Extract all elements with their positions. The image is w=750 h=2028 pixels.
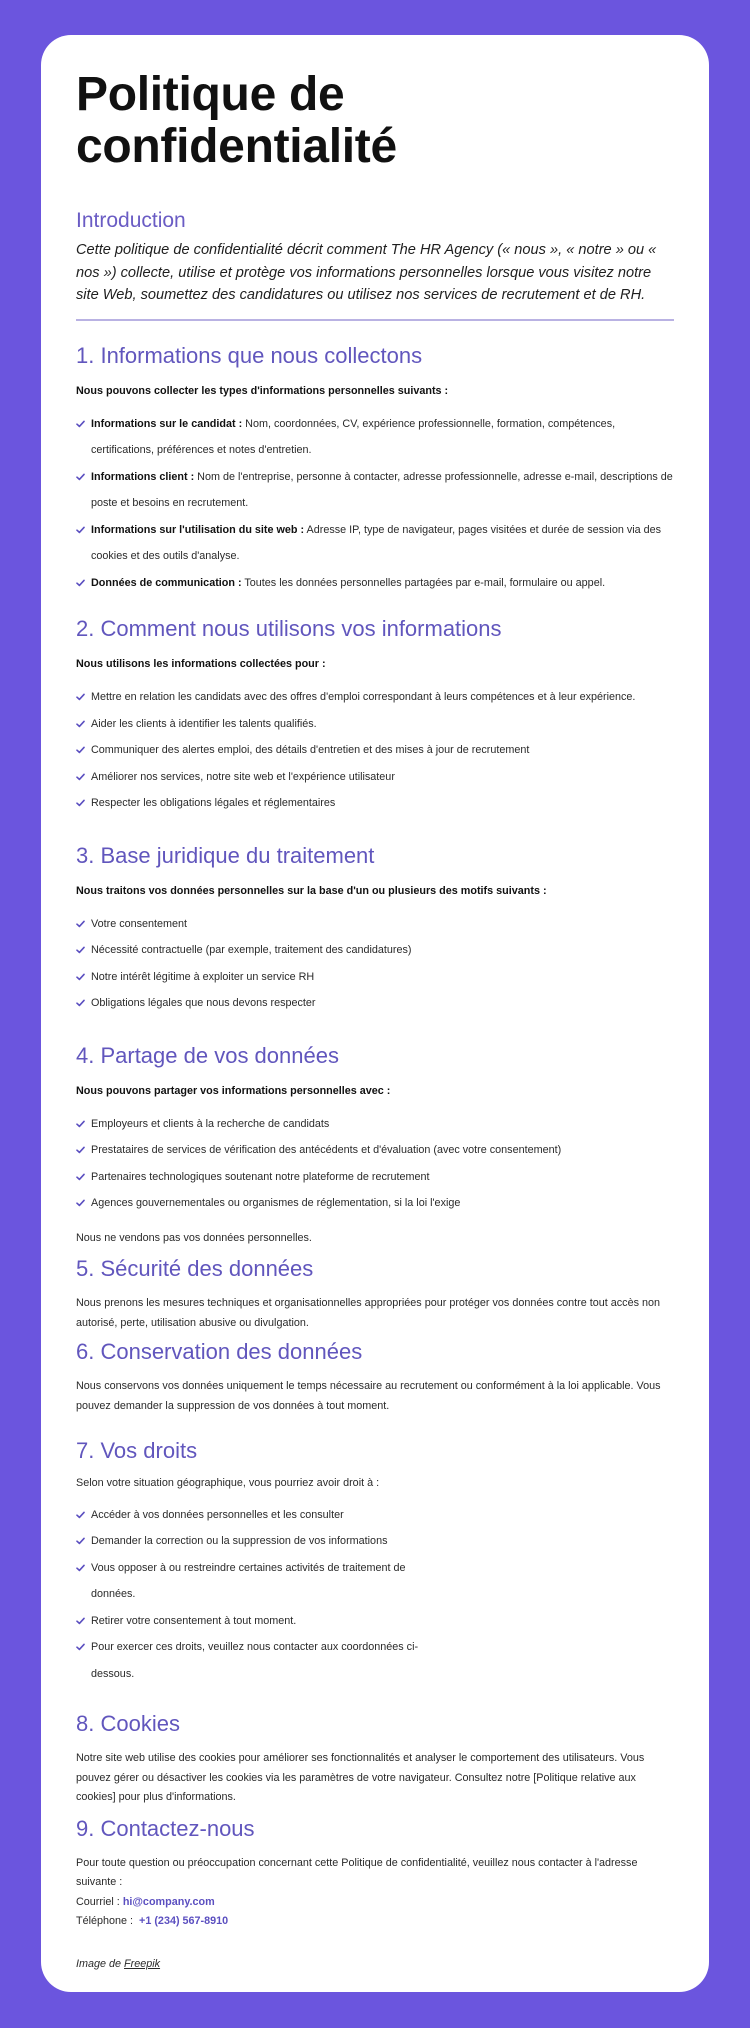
list-item [76,911,674,938]
list-item [76,737,674,764]
page-title: Politique de confidentialité [76,68,397,173]
section-heading: 8. Cookies [76,1711,180,1736]
item-text: Prestataires de services de vérification des antécédents et d'évaluation (avec votre consentement) [91,1144,562,1156]
section-contact [76,1816,674,1932]
check-icon [76,790,86,817]
item-text: Adresse IP, type de navigateur, pages visitées et durée de session via des cookies et des outils d'analyse. [91,523,662,562]
section-lead: Selon votre situation géographique, vous pourriez avoir droit à : [76,1477,380,1489]
item-text: Accéder à vos données personnelles et les consulter [91,1508,344,1521]
item-text: Communiquer des alertes emploi, des détails d'entretien et des mises à jour de recrutement [91,744,530,756]
check-list [76,1502,431,1688]
check-icon [76,1608,86,1635]
section-lead: Nous pouvons collecter les types d'informations personnelles suivants : [76,384,449,397]
email-link[interactable]: hi@company.com [122,1895,215,1908]
check-icon [76,1190,86,1217]
check-icon [76,1111,86,1138]
section-lead: Nous utilisons les informations collectées pour : [76,658,326,670]
item-text: Nom, coordonnées, CV, expérience professionnelle, formation, compétences, certifications, préférences et notes d'entretien. [91,417,616,456]
item-text: Votre consentement [91,917,188,930]
list-item [76,964,674,991]
list-item [76,1502,431,1529]
phone-label: Téléphone : [76,1915,140,1927]
check-icon [76,764,86,791]
contact-phone-row [76,1912,674,1932]
check-icon [76,1164,86,1191]
list-item [76,937,674,964]
item-text: Nom de l'entreprise, personne à contacter, adresse professionnelle, adresse e-mail, descriptions de poste et besoins en recrutement. [91,470,673,509]
introduction-text: Cette politique de confidentialité décrit comment The HR Agency (« nous », « notre » ou « nos ») collecte, utilise et protège vos informations personnelles lorsque vous visitez notre site Web, soumettez des candidatures ou utilisez nos services de recrutement et de RH. [76,242,657,303]
check-icon [76,1528,86,1555]
check-icon [76,1555,86,1582]
check-list [76,1111,674,1217]
policy-card [41,35,709,1992]
list-item [76,1608,431,1635]
section-heading: 2. Comment nous utilisons vos informations [76,616,502,641]
phone-link[interactable]: +1 (234) 567-8910 [139,1915,229,1927]
list-item [76,1111,674,1138]
list-item [76,711,674,738]
section-data-retention [76,1339,674,1416]
image-credit [76,1958,674,1970]
email-label: Courriel : [76,1895,123,1908]
item-text: Améliorer nos services, notre site web et l'expérience utilisateur [91,770,395,783]
item-text: Employeurs et clients à la recherche de candidats [91,1117,330,1130]
list-item [76,790,674,817]
introduction-heading: Introduction [76,209,186,232]
section-heading: 6. Conservation des données [76,1339,363,1364]
item-text: Pour exercer ces droits, veuillez nous contacter aux coordonnées ci-dessous. [91,1641,419,1680]
check-icon [76,411,86,438]
section-text: Nous prenons les mesures techniques et organisationnelles appropriées pour protéger vos données contre tout accès non autorisé, perte, utilisation abusive ou divulgation. [76,1297,660,1329]
section-heading: 9. Contactez-nous [76,1815,255,1841]
check-icon [76,684,86,711]
section-data-security [76,1256,674,1333]
list-item [76,1634,431,1687]
section-heading: 1. Informations que nous collectons [76,342,423,368]
section-your-rights [76,1438,674,1687]
item-text: Mettre en relation les candidats avec des offres d'emploi correspondant à leurs compétences et à leur expérience. [91,691,636,703]
check-list [76,684,674,817]
section-lead: Nous pouvons partager vos informations personnelles avec : [76,1084,391,1097]
contact-email-row [76,1893,674,1913]
check-list [76,411,674,597]
item-label: Informations sur le candidat : [91,417,243,430]
check-icon [76,990,86,1017]
section-text: Nous conservons vos données uniquement le temps nécessaire au recrutement ou conformément à la loi applicable. Vous pouvez demander la suppression de vos données à tout moment. [76,1380,661,1412]
section-text: Notre site web utilise des cookies pour améliorer ses fonctionnalités et analyser le comportement des utilisateurs. Vous pouvez gérer ou désactiver les cookies via les paramètres de votre navigateur. Consultez notre [Politique relative aux cookies] pour plus d'informations. [76,1752,645,1803]
item-text: Retirer votre consentement à tout moment. [91,1614,297,1627]
item-label: Données de communication : [91,576,242,589]
list-item [76,1190,674,1217]
item-text: Vous opposer à ou restreindre certaines activités de traitement de données. [91,1561,406,1600]
section-information-collected [76,343,674,597]
item-text: Partenaires technologiques soutenant notre plateforme de recrutement [91,1170,430,1183]
item-text: Notre intérêt légitime à exploiter un service RH [91,970,315,983]
list-item [76,1137,674,1164]
list-item [76,570,674,597]
section-legal-basis [76,843,674,1017]
section-heading: 7. Vos droits [76,1438,198,1463]
freepik-link[interactable]: Freepik [124,1957,161,1970]
item-text: Respecter les obligations légales et réglementaires [91,797,336,809]
item-text: Nécessité contractuelle (par exemple, traitement des candidatures) [91,944,412,956]
item-text: Toutes les données personnelles partagées par e-mail, formulaire ou appel. [241,576,606,589]
item-text: Obligations légales que nous devons respecter [91,997,316,1009]
check-icon [76,1137,86,1164]
section-data-sharing [76,1043,674,1249]
section-text: Pour toute question ou préoccupation concernant cette Politique de confidentialité, veuillez nous contacter à l'adresse suivante : [76,1856,638,1888]
check-icon [76,1502,86,1529]
list-item [76,990,674,1017]
item-text: Agences gouvernementales ou organismes de réglementation, si la loi l'exige [91,1197,461,1209]
check-icon [76,517,86,544]
check-icon [76,737,86,764]
list-item [76,1164,674,1191]
list-item [76,517,674,570]
item-text: Aider les clients à identifier les talents qualifiés. [91,717,317,730]
check-icon [76,964,86,991]
check-icon [76,937,86,964]
check-list [76,911,674,1017]
section-lead: Nous traitons vos données personnelles sur la base d'un ou plusieurs des motifs suivants : [76,884,547,897]
list-item [76,1555,431,1608]
list-item [76,411,674,464]
section-heading: 5. Sécurité des données [76,1256,314,1281]
section-cookies [76,1711,674,1808]
list-item [76,464,674,517]
check-icon [76,711,86,738]
section-heading: 4. Partage de vos données [76,1042,339,1068]
section-note: Nous ne vendons pas vos données personnelles. [76,1231,312,1244]
credit-prefix: Image de [76,1957,125,1970]
divider [76,319,674,321]
check-icon [76,464,86,491]
list-item [76,1528,431,1555]
item-text: Demander la correction ou la suppression de vos informations [91,1535,388,1547]
check-icon [76,1634,86,1661]
check-icon [76,570,86,597]
list-item [76,764,674,791]
check-icon [76,911,86,938]
item-label: Informations sur l'utilisation du site web : [91,523,305,536]
list-item [76,684,674,711]
section-heading: 3. Base juridique du traitement [76,842,375,868]
section-how-we-use [76,616,674,817]
item-label: Informations client : [91,470,195,483]
